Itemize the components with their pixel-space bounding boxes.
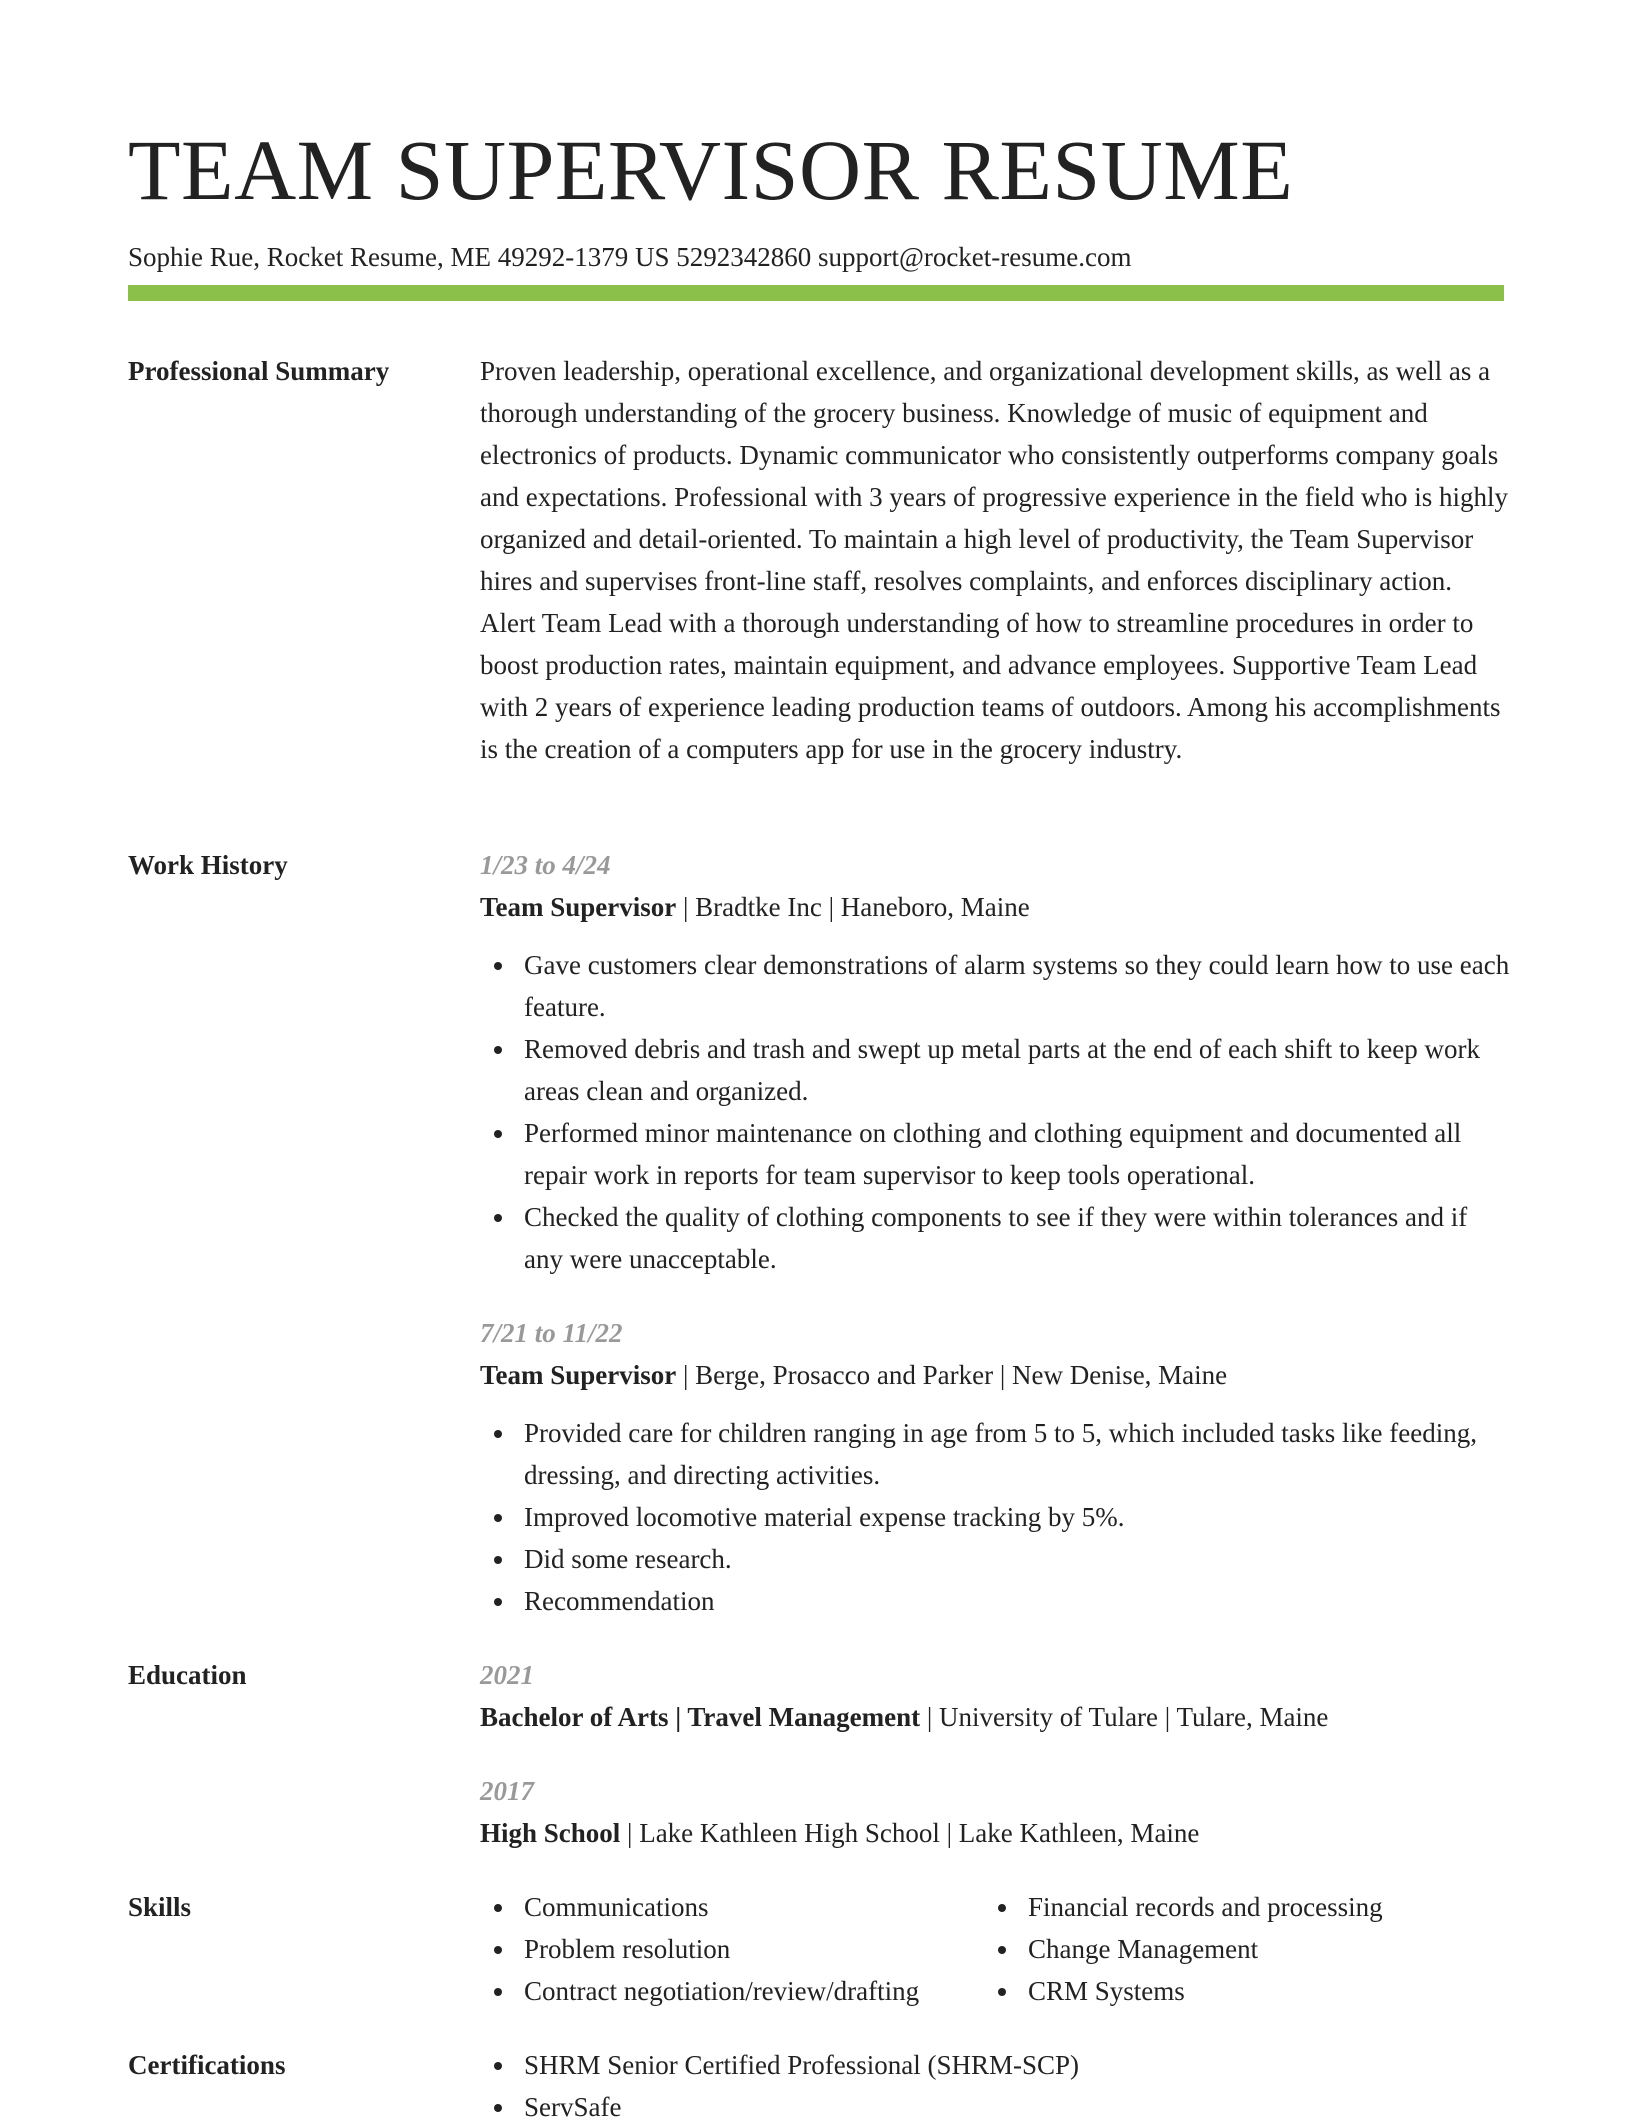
page-title: TEAM SUPERVISOR RESUME <box>128 122 1294 218</box>
list-item: Problem resolution <box>480 1928 980 1970</box>
list-item: Improved locomotive material expense tracking by 5%. <box>480 1496 1510 1538</box>
job-dates: 7/21 to 11/22 <box>480 1318 623 1348</box>
list-item: CRM Systems <box>984 1970 1484 2012</box>
section-label: Work History <box>128 850 288 880</box>
skills-list-left <box>480 1886 980 2012</box>
list-item: Checked the quality of clothing components to see if they were within tolerances and if any were unacceptable. <box>480 1196 1510 1280</box>
list-item: Did some research. <box>480 1538 1510 1580</box>
section-label: Professional Summary <box>128 356 390 386</box>
list-item: Financial records and processing <box>984 1886 1484 1928</box>
section-content <box>480 844 1510 1622</box>
job-details: | Bradtke Inc | Haneboro, Maine <box>676 892 1030 922</box>
degree-title: Bachelor of Arts | Travel Management <box>480 1702 921 1732</box>
job-entry <box>480 844 1510 1280</box>
job-bullets <box>480 1412 1510 1622</box>
section-label: Certifications <box>128 2050 286 2080</box>
list-item: Communications <box>480 1886 980 1928</box>
education-heading <box>480 1812 1510 1854</box>
list-item: Removed debris and trash and swept up metal parts at the end of each shift to keep work areas clean and organized. <box>480 1028 1510 1112</box>
list-item: Provided care for children ranging in age from 5 to 5, which included tasks like feeding, dressing, and directing activities. <box>480 1412 1510 1496</box>
header-divider <box>128 285 1504 301</box>
job-entry <box>480 1312 1510 1622</box>
section-label: Education <box>128 1660 247 1690</box>
job-heading <box>480 1354 1510 1396</box>
section-label: Skills <box>128 1892 192 1922</box>
contact-line: Sophie Rue, Rocket Resume, ME 49292-1379 US 5292342860 support@rocket-resume.com <box>128 242 1132 272</box>
list-item: Performed minor maintenance on clothing and clothing equipment and documented all repair work in reports for team supervisor to keep tools operational. <box>480 1112 1510 1196</box>
list-item: Contract negotiation/review/drafting <box>480 1970 980 2012</box>
section-content <box>480 1654 1510 1854</box>
summary-text: Proven leadership, operational excellence, and organizational development skills, as well as a thorough understanding of the grocery business. Knowledge of music of equipment and electronics of products. Dynamic communicator who consistently outperforms company goals and expectations. Professional with 3 years of progressive experience in the field who is highly organized and detail-oriented. To maintain a high level of productivity, the Team Supervisor hires and supervises front-line staff, resolves complaints, and enforces disciplinary action. Alert Team Lead with a thorough understanding of how to streamline procedures in order to boost production rates, maintain equipment, and advance employees. Supportive Team Lead with 2 years of experience leading production teams of outdoors. Among his accomplishments is the creation of a computers app for use in the grocery industry. <box>480 356 1508 764</box>
education-details: | University of Tulare | Tulare, Maine <box>920 1702 1329 1732</box>
list-item: ServSafe <box>480 2086 1510 2128</box>
job-title: Team Supervisor <box>480 1360 677 1390</box>
list-item: SHRM Senior Certified Professional (SHRM-SCP) <box>480 2044 1510 2086</box>
degree-title: High School <box>480 1818 621 1848</box>
skills-list-right <box>984 1886 1484 2012</box>
job-heading <box>480 886 1510 928</box>
section-content <box>480 1886 1510 2016</box>
education-heading <box>480 1696 1510 1738</box>
job-title: Team Supervisor <box>480 892 677 922</box>
education-entry <box>480 1654 1510 1738</box>
certifications-list <box>480 2044 1510 2128</box>
job-dates: 1/23 to 4/24 <box>480 850 611 880</box>
education-entry <box>480 1770 1510 1854</box>
section-content <box>480 350 1510 770</box>
education-details: | Lake Kathleen High School | Lake Kathleen, Maine <box>620 1818 1200 1848</box>
education-year: 2021 <box>480 1660 534 1690</box>
education-year: 2017 <box>480 1776 534 1806</box>
section-content <box>480 2044 1510 2128</box>
job-bullets <box>480 944 1510 1280</box>
list-item: Recommendation <box>480 1580 1510 1622</box>
list-item: Change Management <box>984 1928 1484 1970</box>
job-details: | Berge, Prosacco and Parker | New Denise, Maine <box>676 1360 1228 1390</box>
list-item: Gave customers clear demonstrations of alarm systems so they could learn how to use each feature. <box>480 944 1510 1028</box>
resume-header <box>128 120 1504 274</box>
